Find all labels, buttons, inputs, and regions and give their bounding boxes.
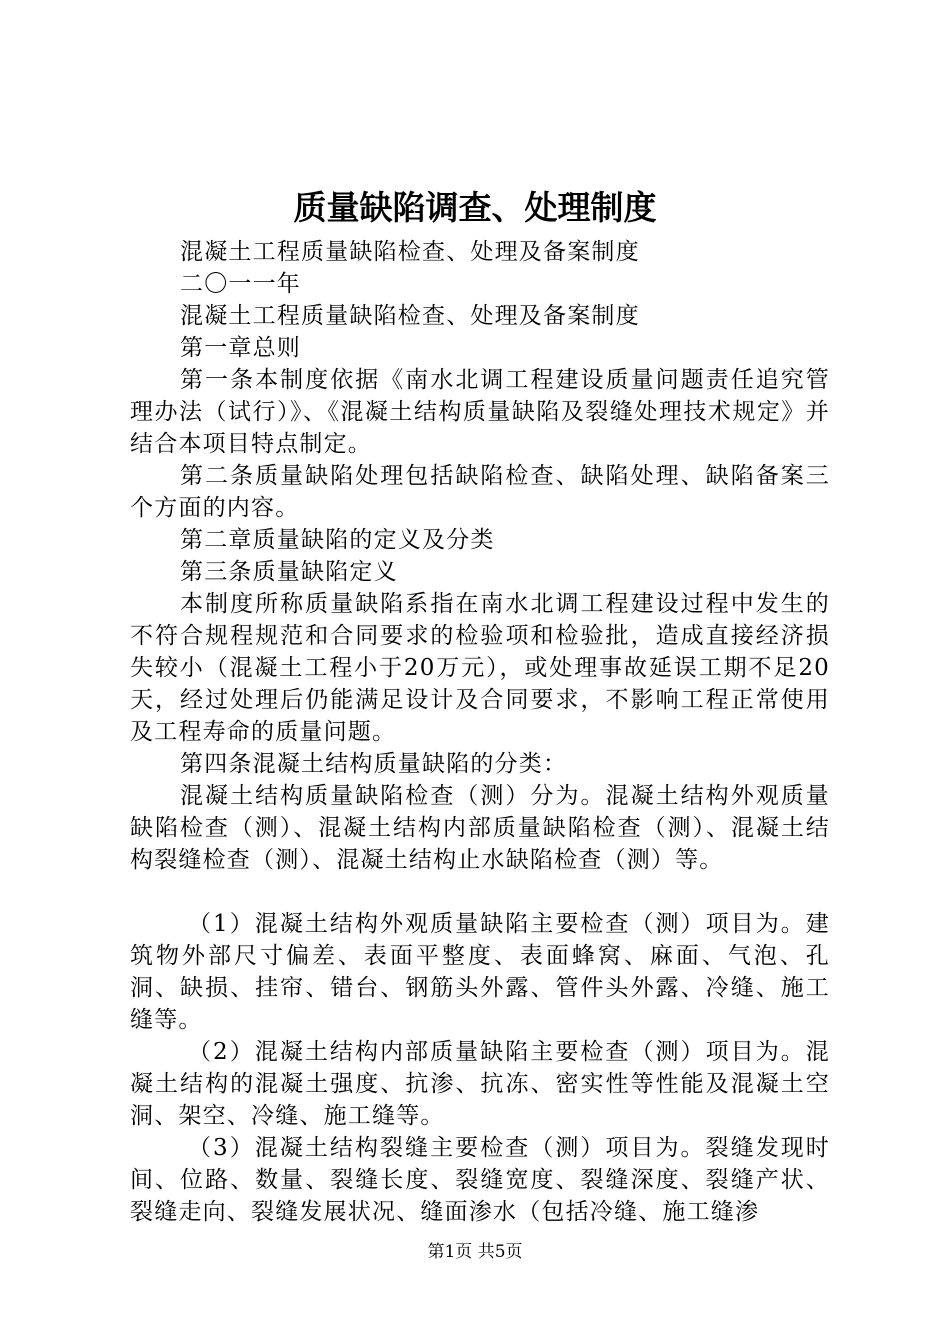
document-title: 质量缺陷调查、处理制度 [293, 188, 657, 227]
paragraph-year: 二〇一一年 [180, 271, 301, 297]
paragraph-heading: 混凝土工程质量缺陷检查、处理及备案制度 [180, 303, 640, 329]
article-3: 第三条质量缺陷定义 [180, 559, 398, 585]
article-4: 第四条混凝土结构质量缺陷的分类： [180, 751, 568, 777]
list-item-1: （1）混凝土结构外观质量缺陷主要检查（测）项目为。建筑物外部尺寸偏差、表面平整度、表面蜂窝、麻面、气泡、孔洞、缺损、挂帘、错台、钢筋头外露、管件头外露、冷缝、施工缝等。 [130, 911, 830, 1033]
page-number-footer: 第1页 共5页 [427, 1242, 523, 1262]
classification-paragraph: 混凝土结构质量缺陷检查（测）分为。混凝土结构外观质量缺陷检查（测）、混凝土结构内部质量缺陷检查（测）、混凝土结构裂缝检查（测）、混凝土结构止水缺陷检查（测）等。 [130, 783, 830, 873]
list-item-3: （3）混凝土结构裂缝主要检查（测）项目为。裂缝发现时间、位路、数量、裂缝长度、裂缝宽度、裂缝深度、裂缝产状、裂缝走向、裂缝发展状况、缝面渗水（包括冷缝、施工缝渗 [130, 1135, 830, 1225]
list-item-2: （2）混凝土结构内部质量缺陷主要检查（测）项目为。混凝土结构的混凝土强度、抗渗、抗冻、密实性等性能及混凝土空洞、架空、冷缝、施工缝等。 [130, 1039, 830, 1129]
document-body [130, 236, 830, 1228]
article-2: 第二条质量缺陷处理包括缺陷检查、缺陷处理、缺陷备案三个方面的内容。 [130, 463, 830, 521]
paragraph-subtitle: 混凝土工程质量缺陷检查、处理及备案制度 [180, 239, 640, 265]
definition-paragraph: 本制度所称质量缺陷系指在南水北调工程建设过程中发生的不符合规程规范和合同要求的检验项和检验批，造成直接经济损失较小（混凝土工程小于20万元），或处理事故延误工期不足20天，经过处理后仍能满足设计及合同要求，不影响工程正常使用及工程寿命的质量问题。 [130, 591, 830, 745]
chapter-heading-1: 第一章总则 [180, 335, 301, 361]
article-1: 第一条本制度依据《南水北调工程建设质量问题责任追究管理办法（试行）》、《混凝土结构质量缺陷及裂缝处理技术规定》并结合本项目特点制定。 [130, 367, 830, 457]
chapter-heading-2: 第二章质量缺陷的定义及分类 [180, 527, 495, 553]
